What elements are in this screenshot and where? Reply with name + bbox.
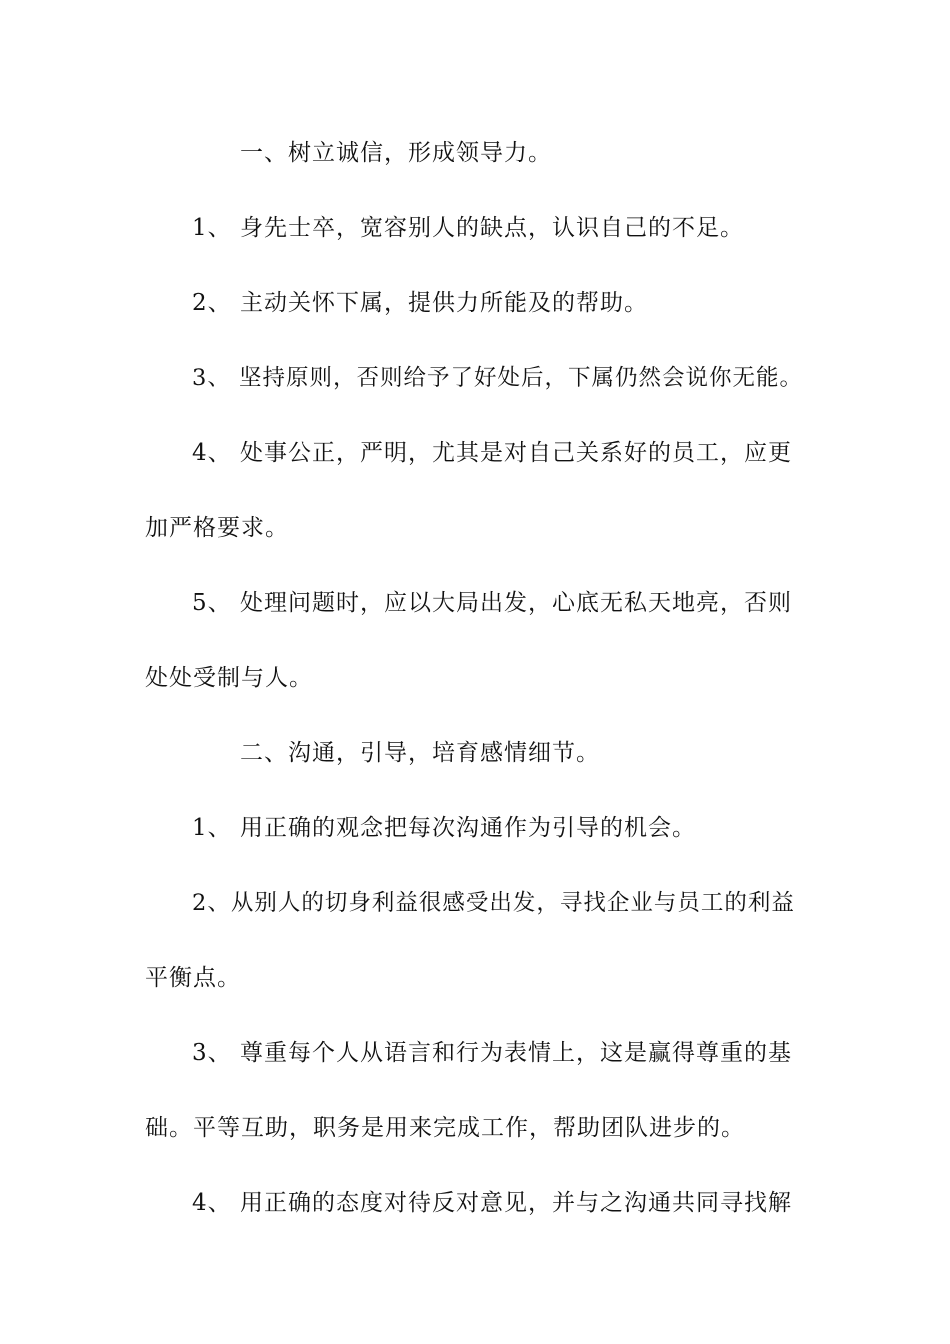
list-item-1-4-continued: 加严格要求。 <box>145 515 289 541</box>
list-item-2-4: 4、 用正确的态度对待反对意见，并与之沟通共同寻找解 <box>192 1190 792 1216</box>
section-heading-2: 二、沟通，引导，培育感情细节。 <box>240 740 600 766</box>
section-heading-1: 一、树立诚信，形成领导力。 <box>240 140 552 166</box>
list-item-2-3: 3、 尊重每个人从语言和行为表情上，这是赢得尊重的基 <box>192 1040 792 1066</box>
list-item-1-5: 5、 处理问题时，应以大局出发，心底无私天地亮，否则 <box>192 590 792 616</box>
list-item-2-2-continued: 平衡点。 <box>145 965 241 991</box>
list-item-1-5-continued: 处处受制与人。 <box>145 665 313 691</box>
list-item-1-1: 1、 身先士卒，宽容别人的缺点，认识自己的不足。 <box>192 215 744 241</box>
list-item-2-3-continued: 础。平等互助，职务是用来完成工作，帮助团队进步的。 <box>145 1115 745 1141</box>
list-item-1-2: 2、 主动关怀下属，提供力所能及的帮助。 <box>192 290 648 316</box>
list-item-2-2: 2、从别人的切身利益很感受出发，寻找企业与员工的利益 <box>192 890 795 916</box>
list-item-1-3: 3、 坚持原则，否则给予了好处后，下属仍然会说你无能。 <box>192 365 803 391</box>
list-item-2-1: 1、 用正确的观念把每次沟通作为引导的机会。 <box>192 815 696 841</box>
list-item-1-4: 4、 处事公正，严明，尤其是对自己关系好的员工，应更 <box>192 440 792 466</box>
